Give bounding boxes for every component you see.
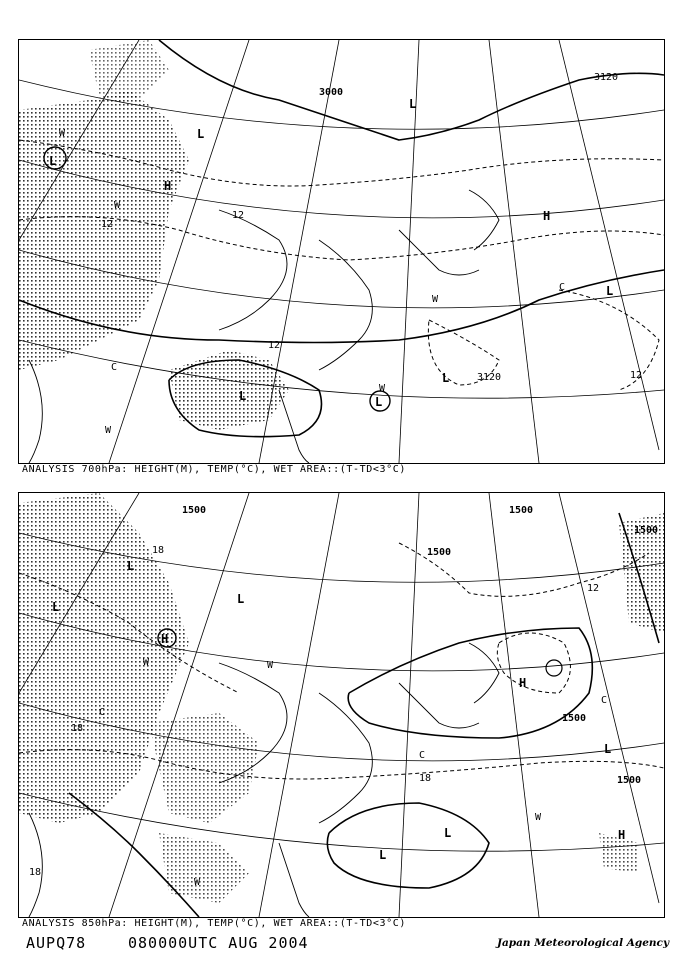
contour-label: 1500: [617, 775, 642, 786]
cold-symbol: C: [559, 282, 566, 293]
contour-label: 3000: [319, 87, 344, 98]
low-center: L: [127, 559, 135, 573]
contour-label: 1500: [427, 547, 452, 558]
caption-850hpa: ANALYSIS 850hPa: HEIGHT(M), TEMP(°C), WET AREA::(T-TD<3°C): [22, 918, 406, 929]
contour-label: 18: [419, 773, 432, 784]
map-850hpa: [18, 492, 665, 918]
low-center: L: [239, 389, 247, 403]
low-center: L: [442, 371, 450, 385]
agency-credit: Japan Meteorological Agency: [497, 937, 670, 949]
warm-symbol: W: [143, 657, 150, 668]
contour-label: 3120: [594, 72, 619, 83]
contour-label: 18: [29, 867, 42, 878]
high-center: H: [519, 676, 527, 690]
cold-symbol: C: [419, 750, 426, 761]
cold-symbol: C: [601, 695, 608, 706]
warm-symbol: W: [105, 425, 112, 436]
warm-symbol: W: [379, 383, 386, 394]
high-center: H: [618, 828, 626, 842]
warm-symbol: W: [59, 128, 66, 139]
contour-label: 1500: [182, 505, 207, 516]
high-center: H: [164, 179, 172, 193]
contour-label: 12: [587, 583, 600, 594]
low-center: L: [604, 742, 612, 756]
low-center: L: [409, 97, 417, 111]
warm-symbol: W: [535, 812, 542, 823]
contour-label: 12: [268, 340, 281, 351]
valid-time: 080000UTC AUG 2004: [128, 934, 309, 952]
map-700hpa: [18, 39, 665, 464]
warm-symbol: W: [114, 200, 121, 211]
contour-label: 1500: [634, 525, 659, 536]
warm-symbol: W: [432, 294, 439, 305]
warm-symbol: W: [267, 660, 274, 671]
contour-label: 12: [101, 219, 114, 230]
cold-symbol: C: [111, 362, 118, 373]
low-center: L: [379, 848, 387, 862]
low-center: L: [375, 395, 383, 409]
map-850hpa-canvas: [19, 493, 664, 917]
low-center: L: [49, 154, 57, 168]
wet-area: [19, 40, 289, 430]
contour-label: 18: [71, 723, 84, 734]
map-700hpa-canvas: [19, 40, 664, 463]
contour-label: 1500: [509, 505, 534, 516]
chart-code: AUPQ78: [26, 934, 87, 952]
low-center: L: [606, 284, 614, 298]
warm-symbol: W: [194, 877, 201, 888]
low-center: L: [197, 127, 205, 141]
contour-label: 1500: [562, 713, 587, 724]
contour-label: 3120: [477, 372, 502, 383]
high-center: H: [543, 209, 551, 223]
low-center: L: [52, 600, 60, 614]
contour-label: 12: [630, 370, 643, 381]
low-center: L: [444, 826, 452, 840]
cold-symbol: C: [99, 707, 106, 718]
high-center: H: [161, 632, 169, 646]
low-center: L: [237, 592, 245, 606]
caption-700hpa: ANALYSIS 700hPa: HEIGHT(M), TEMP(°C), WET AREA::(T-TD<3°C): [22, 464, 406, 475]
contour-label: 12: [232, 210, 245, 221]
contour-label: 18: [152, 545, 165, 556]
